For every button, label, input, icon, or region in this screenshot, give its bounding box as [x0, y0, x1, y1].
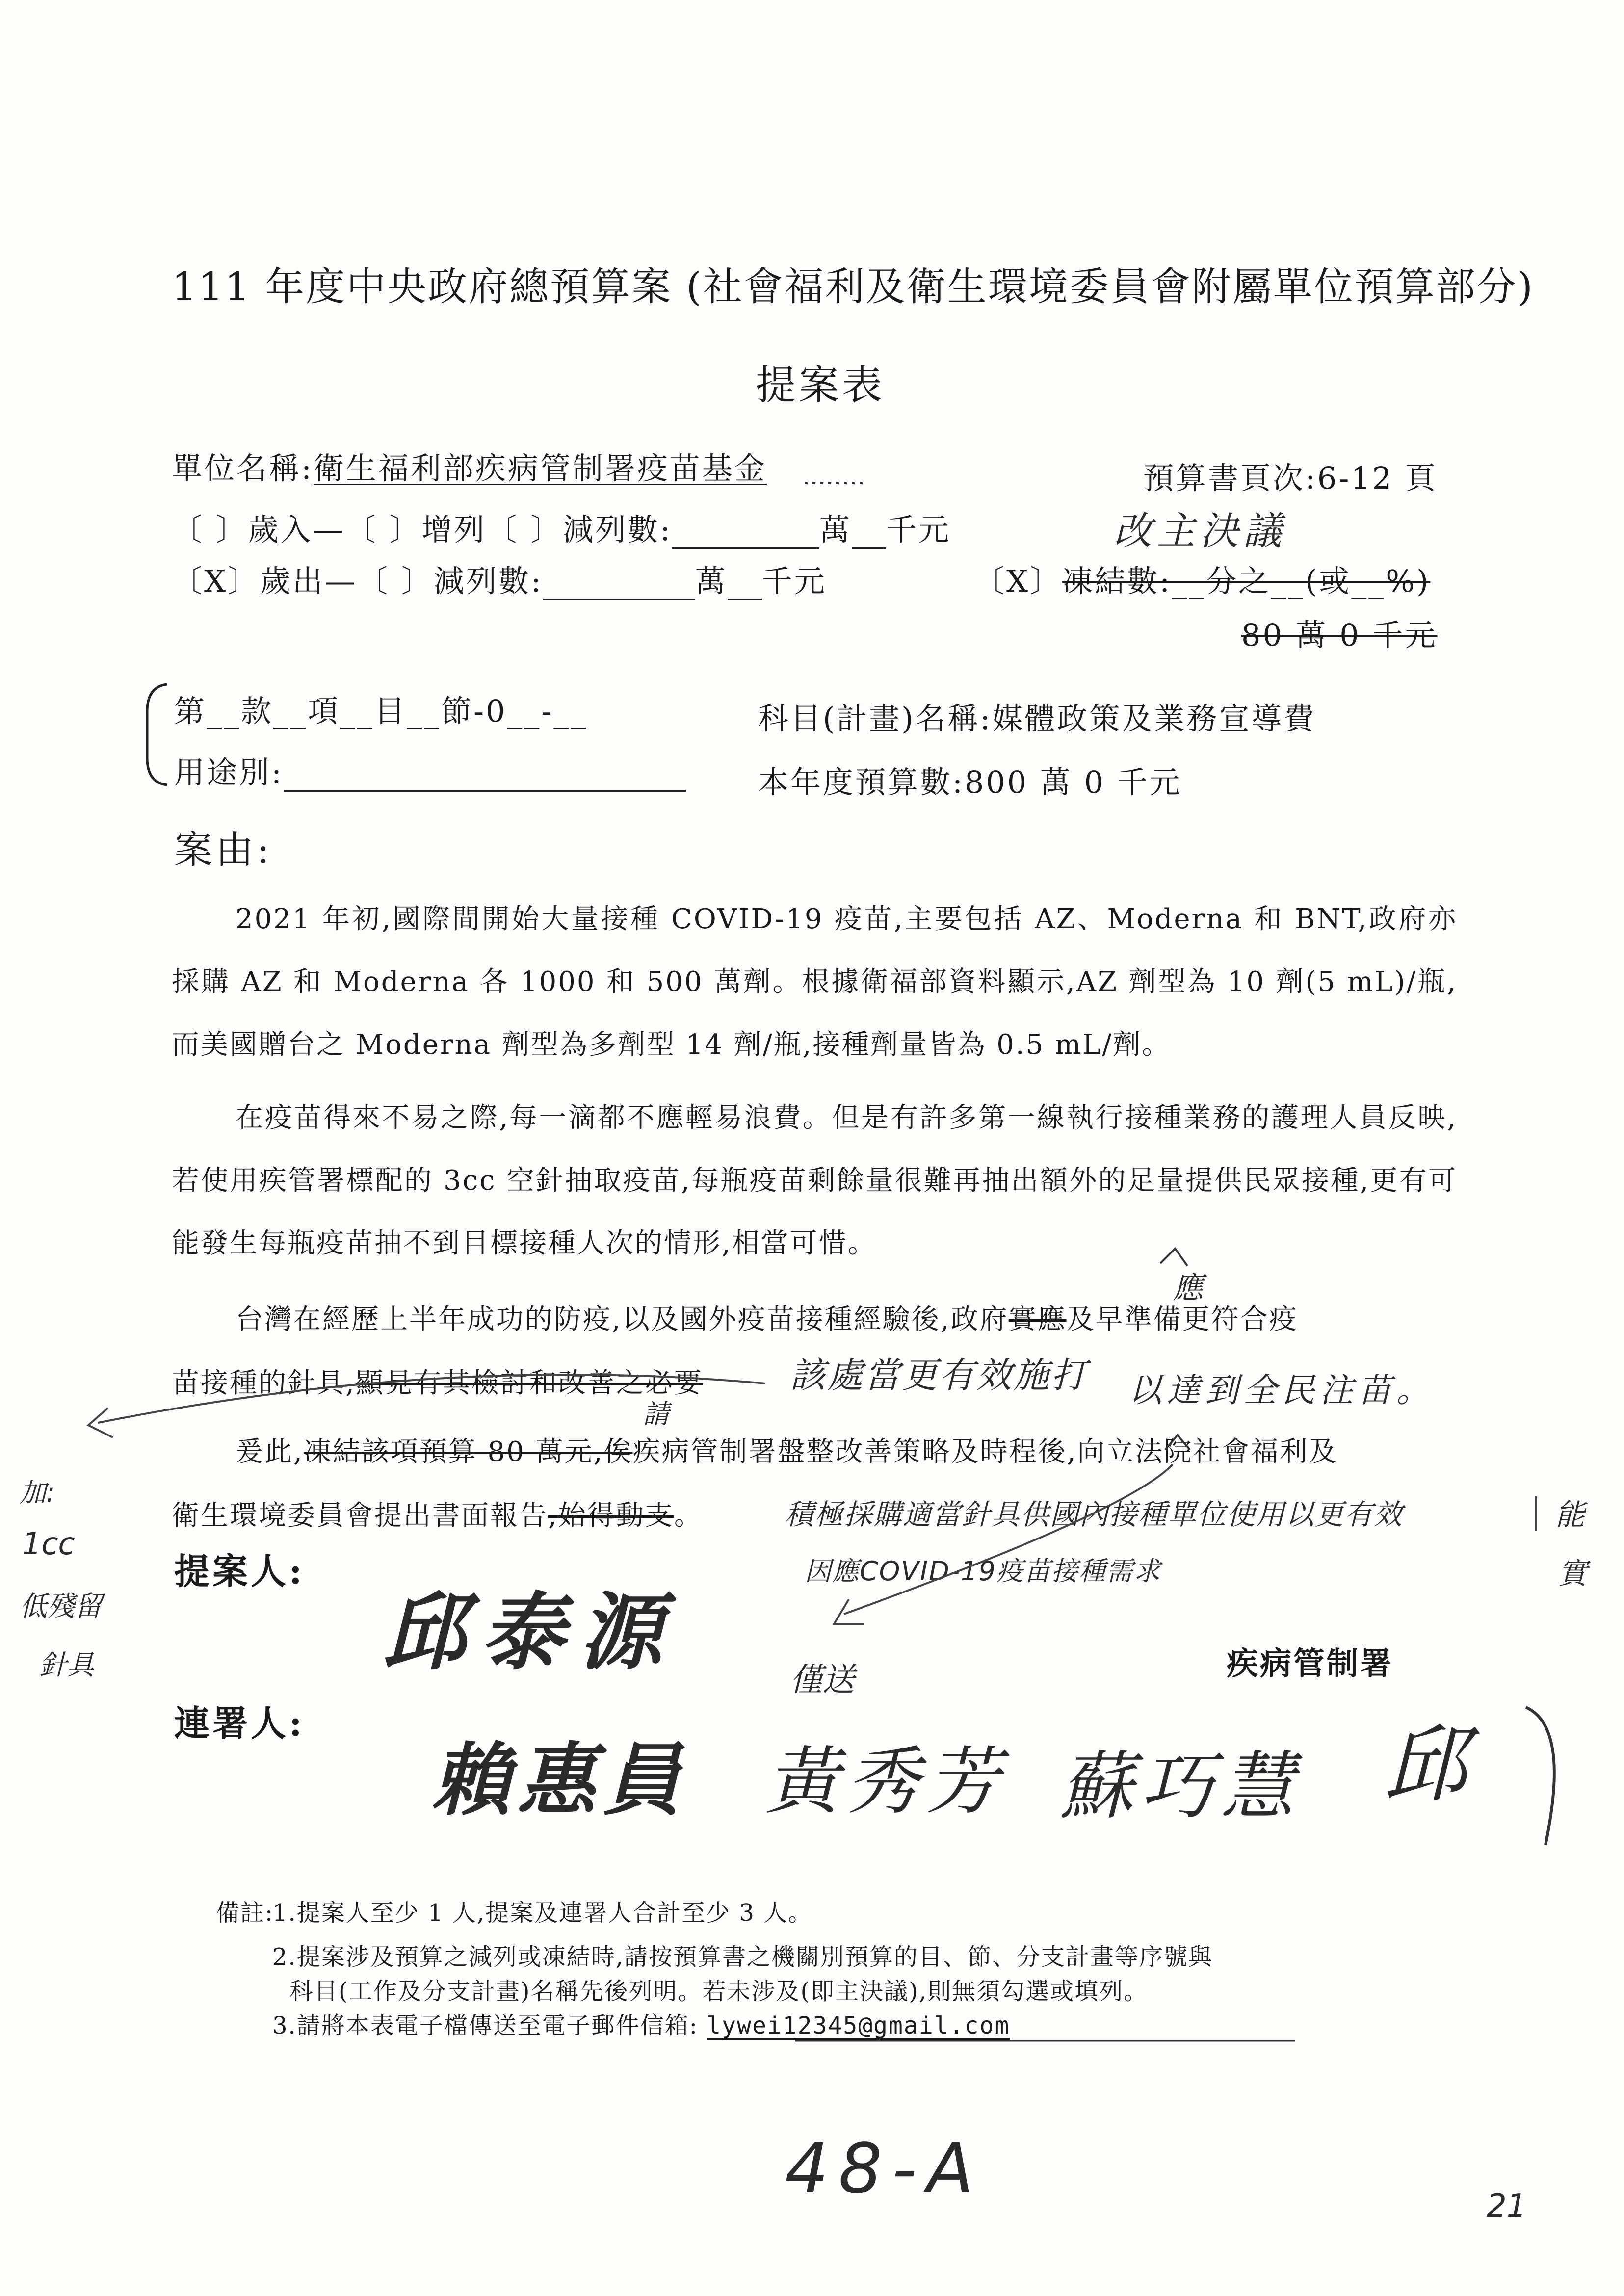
p3-hand-above: 應 — [1173, 1270, 1204, 1305]
subject-value: 媒體政策及業務宣導費 — [992, 701, 1316, 736]
reason-label: 案由: — [174, 828, 273, 872]
p3-text-1: 台灣在經歷上半年成功的防疫,以及國外疫苗接種經驗後,政府 — [236, 1304, 1009, 1335]
p4-line-2: 衛生環境委員會提出書面報告 — [172, 1500, 548, 1532]
margin-note-1: 加: — [20, 1477, 55, 1508]
page-ref-value: 6-12 頁 — [1317, 460, 1438, 496]
p3-struck-2: 顯見有其檢討和改善之必要 — [355, 1367, 703, 1399]
curve-down-arrow — [844, 1464, 1173, 1614]
p3-text-2: 苗接種的針具, — [172, 1367, 356, 1399]
page-number: 21 — [1487, 2188, 1527, 2224]
insert-caret-2 — [1165, 1435, 1190, 1450]
section-brace — [147, 684, 167, 785]
curve-left-arrow — [98, 1375, 765, 1423]
notes-label: 備註: — [216, 1899, 274, 1927]
note-1: 1.提案人至少 1 人,提案及連署人合計至少 3 人。 — [272, 1899, 813, 1927]
use-label: 用途別: — [174, 755, 284, 790]
notes-email: lywei12345@gmail.com — [707, 2012, 1010, 2039]
unit-label: 單位名稱: — [172, 450, 314, 486]
subject-label: 科目(計畫)名稱: — [758, 701, 993, 736]
expense-wan: 萬 — [695, 563, 728, 599]
p3-struck-1: 實應 — [1008, 1304, 1067, 1335]
page-ref-label: 預算書頁次: — [1143, 460, 1317, 496]
expense-prefix: 〔X〕歲出—〔 〕減列數: — [172, 563, 543, 599]
page-title: 111 年度中央政府總預算案 (社會福利及衛生環境委員會附屬單位預算部分) — [172, 264, 1534, 310]
cosigner-signature-3: 蘇巧慧 — [1060, 1744, 1302, 1829]
note-3-text: 3.請將本表電子檔傳送至電子郵件信箱: — [272, 2012, 698, 2039]
p4-suffix: 。 — [674, 1500, 703, 1532]
cosigner-label: 連署人: — [174, 1702, 305, 1744]
p4-middle: 疾病管制署盤整改善策略及時程後,向立法院社會福利及 — [632, 1436, 1338, 1468]
p4-hand-addition-1: 積極採購適當針具供國內接種單位使用以更有效 — [785, 1498, 1404, 1531]
unit-value: 衛生福利部疾病管制署疫苗基金 — [313, 450, 767, 486]
note-2b: 科目(工作及分支計畫)名稱先後列明。若未涉及(即主決議),則無須勾選或填列。 — [289, 1978, 1149, 2005]
paragraph-1: 2021 年初,國際間開始大量接種 COVID-19 疫苗,主要包括 AZ、Moderna 和 BNT,政府亦採購 AZ 和 Moderna 各 1000 和 500 萬劑。根據衛福部資料顯示,AZ 劑型為 10 劑(5 mL)/瓶,而美國贈台之 Moderna 劑型為多劑型 14 劑/瓶,接種劑量皆為 0.5 mL/劑。 — [172, 903, 1457, 1061]
expense-qian: 千元 — [761, 563, 827, 599]
handwritten-resolution: 改主決議 — [1114, 509, 1287, 553]
budget-label: 本年度預算數: — [758, 764, 965, 800]
page-subtitle: 提案表 — [756, 362, 886, 409]
handwritten-mid: 僅送 — [790, 1661, 855, 1698]
margin-note-4: 針具 — [39, 1649, 94, 1681]
income-qian: 千元 — [886, 512, 951, 548]
income-prefix: 〔 〕歲入—〔 〕增列〔 〕減列數: — [172, 512, 673, 548]
p3-hand-insert: 該處當更有效施打 — [790, 1355, 1089, 1396]
cdc-stamp: 疾病管制署 — [1227, 1645, 1393, 1682]
cosigner-signature-1: 賴惠員 — [432, 1734, 688, 1826]
freeze-amount: 80 萬 0 千元 — [1241, 617, 1438, 653]
footer-code: 48-A — [785, 2129, 984, 2209]
proposer-label: 提案人: — [174, 1550, 305, 1592]
insert-caret — [1160, 1249, 1187, 1266]
note-2a: 2.提案涉及預算之減列或凍結時,請按預算書之機關別預算的目、節、分支計畫等序號與 — [272, 1943, 1213, 1971]
extra-signature-tail — [1526, 1707, 1554, 1845]
p3-hand-insert-2: 以達到全民注苗。 — [1128, 1371, 1435, 1410]
freeze-text: 凍結數:__分之__(或__%) — [1062, 563, 1431, 599]
proposer-signature: 邱泰源 — [383, 1584, 678, 1681]
p4-hand-qing: 請 — [643, 1399, 669, 1430]
margin-note-3: 低殘留 — [20, 1591, 102, 1622]
section-code: 第__款__項__目__節-0__-__ — [174, 693, 588, 729]
p4-struck-1: 凍結該項預算 80 萬元,俟 — [303, 1436, 633, 1468]
p4-start: 爰此, — [236, 1436, 304, 1468]
freeze-box: 〔X〕 — [974, 563, 1063, 599]
budget-value: 800 萬 0 千元 — [964, 764, 1182, 800]
extra-signature: 邱 — [1384, 1717, 1467, 1814]
p4-hand-side-right-2: 實 — [1558, 1557, 1587, 1591]
paragraph-2: 在疫苗得來不易之際,每一滴都不應輕易浪費。但是有許多第一線執行接種業務的護理人員反映,若使用疾管署標配的 3cc 空針抽取疫苗,每瓶疫苗剩餘量很難再抽出額外的足量提供民眾接種,更有可能發生每瓶疫苗抽不到目標接種人次的情形,相當可惜。 — [172, 1102, 1457, 1259]
p4-hand-addition-2: 因應COVID-19疫苗接種需求 — [805, 1556, 1161, 1587]
margin-note-2: 1cc — [22, 1526, 75, 1562]
cosigner-signature-2: 黃秀芳 — [765, 1739, 1007, 1825]
p3-text-1-end: 及早準備更符合疫 — [1066, 1304, 1298, 1335]
p4-hand-side-right: 能 — [1555, 1498, 1585, 1532]
p4-struck-2: ,始得動支 — [548, 1500, 674, 1532]
income-wan: 萬 — [819, 512, 852, 548]
